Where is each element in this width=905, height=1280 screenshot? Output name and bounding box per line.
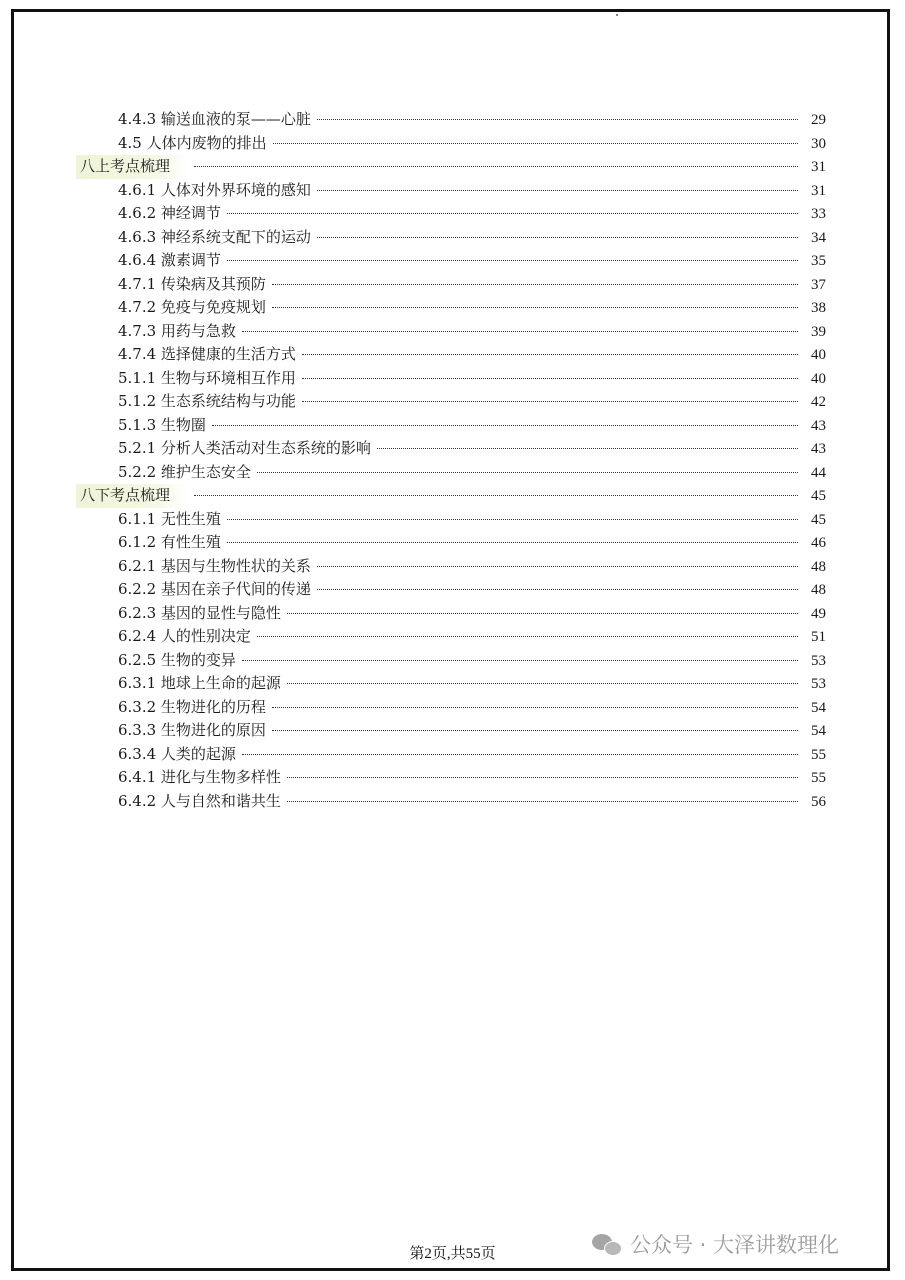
toc-entry-row[interactable] bbox=[78, 555, 826, 579]
table-of-contents bbox=[78, 108, 826, 813]
dot-leader bbox=[194, 494, 798, 496]
toc-page-number: 54 bbox=[811, 723, 826, 739]
toc-entry-label: 6.1.2 有性生殖 bbox=[118, 533, 221, 551]
toc-entry-label: 5.1.3 生物圈 bbox=[118, 415, 206, 434]
toc-section-row[interactable] bbox=[78, 155, 826, 179]
toc-entry-row[interactable] bbox=[78, 790, 826, 814]
toc-entry-row[interactable] bbox=[78, 719, 826, 743]
toc-entry-label: 6.2.2 基因在亲子代间的传递 bbox=[118, 580, 311, 598]
toc-page-number: 40 bbox=[811, 370, 826, 387]
toc-entry-label: 6.3.1 地球上生命的起源 bbox=[118, 674, 281, 692]
toc-entry-label: 4.6.2 神经调节 bbox=[118, 204, 221, 222]
dot-leader bbox=[227, 212, 798, 214]
toc-page-number: 46 bbox=[811, 535, 826, 551]
toc-section-row[interactable] bbox=[78, 484, 826, 508]
toc-entry-row[interactable] bbox=[78, 343, 826, 367]
toc-entry-label: 4.7.1 传染病及其预防 bbox=[118, 274, 266, 293]
toc-entry-row[interactable] bbox=[78, 108, 826, 132]
toc-entry-row[interactable] bbox=[78, 202, 826, 226]
toc-page-number: 29 bbox=[811, 112, 826, 128]
toc-entry-row[interactable] bbox=[78, 625, 826, 649]
toc-page-number: 43 bbox=[811, 441, 826, 457]
toc-entry-label: 4.5 人体内废物的排出 bbox=[118, 133, 267, 152]
dot-leader bbox=[242, 330, 798, 332]
toc-entry-label: 6.3.3 生物进化的原因 bbox=[118, 721, 266, 739]
dot-leader bbox=[287, 800, 798, 802]
dot-leader bbox=[317, 565, 798, 567]
dot-leader bbox=[317, 236, 798, 238]
toc-entry-row[interactable] bbox=[78, 696, 826, 720]
toc-page-number: 40 bbox=[811, 347, 826, 363]
toc-page-number: 45 bbox=[811, 511, 826, 528]
toc-entry-label: 6.3.4 人类的起源 bbox=[118, 744, 236, 763]
toc-page-number: 53 bbox=[811, 652, 826, 669]
toc-page-number: 54 bbox=[811, 699, 826, 716]
toc-entry-row[interactable] bbox=[78, 508, 826, 532]
dot-leader bbox=[287, 682, 798, 684]
toc-entry-row[interactable] bbox=[78, 461, 826, 485]
toc-entry-row[interactable] bbox=[78, 273, 826, 297]
toc-page-number: 30 bbox=[811, 135, 826, 152]
toc-entry-label: 6.2.5 生物的变异 bbox=[118, 650, 236, 669]
toc-entry-row[interactable] bbox=[78, 578, 826, 602]
toc-entry-label: 6.2.1 基因与生物性状的关系 bbox=[118, 556, 311, 575]
dot-leader bbox=[227, 518, 798, 520]
dot-leader bbox=[272, 729, 798, 731]
dot-leader bbox=[302, 400, 798, 402]
dot-leader bbox=[227, 259, 798, 261]
toc-entry-row[interactable] bbox=[78, 437, 826, 461]
toc-entry-row[interactable] bbox=[78, 672, 826, 696]
toc-page-number: 43 bbox=[811, 417, 826, 434]
toc-entry-label: 八下考点梳理 bbox=[76, 484, 188, 508]
toc-entry-label: 6.3.2 生物进化的历程 bbox=[118, 697, 266, 716]
dot-leader bbox=[257, 635, 798, 637]
dot-leader bbox=[317, 118, 798, 120]
toc-entry-label: 6.4.2 人与自然和谐共生 bbox=[118, 791, 281, 810]
toc-page-number: 56 bbox=[811, 793, 826, 810]
toc-page-number: 39 bbox=[811, 323, 826, 340]
toc-entry-label: 4.7.2 免疫与免疫规划 bbox=[118, 298, 266, 316]
dot-leader bbox=[317, 588, 798, 590]
dot-leader bbox=[212, 424, 798, 426]
toc-entry-row[interactable] bbox=[78, 296, 826, 320]
dot-leader bbox=[194, 165, 798, 167]
toc-entry-row[interactable] bbox=[78, 367, 826, 391]
dot-leader bbox=[273, 142, 798, 144]
toc-entry-row[interactable] bbox=[78, 226, 826, 250]
toc-entry-row[interactable] bbox=[78, 743, 826, 767]
dot-leader bbox=[242, 659, 798, 661]
toc-page-number: 33 bbox=[811, 206, 826, 222]
toc-entry-label: 6.4.1 进化与生物多样性 bbox=[118, 768, 281, 786]
toc-page-number: 55 bbox=[811, 770, 826, 786]
toc-entry-label: 4.7.4 选择健康的生活方式 bbox=[118, 345, 296, 363]
toc-page-number: 31 bbox=[811, 159, 826, 175]
dot-leader bbox=[317, 189, 798, 191]
toc-entry-label: 八上考点梳理 bbox=[76, 155, 188, 179]
toc-page-number: 38 bbox=[811, 300, 826, 316]
toc-entry-label: 5.1.2 生态系统结构与功能 bbox=[118, 392, 296, 410]
toc-entry-label: 6.2.3 基因的显性与隐性 bbox=[118, 603, 281, 622]
toc-entry-label: 4.6.3 神经系统支配下的运动 bbox=[118, 227, 311, 246]
toc-page-number: 48 bbox=[811, 582, 826, 598]
toc-page-number: 53 bbox=[811, 676, 826, 692]
toc-entry-row[interactable] bbox=[78, 179, 826, 203]
toc-page-number: 55 bbox=[811, 746, 826, 763]
toc-entry-row[interactable] bbox=[78, 602, 826, 626]
wechat-icon bbox=[592, 1232, 622, 1256]
toc-entry-row[interactable] bbox=[78, 766, 826, 790]
dot-leader bbox=[377, 447, 798, 449]
toc-entry-row[interactable] bbox=[78, 414, 826, 438]
toc-entry-label: 6.1.1 无性生殖 bbox=[118, 509, 221, 528]
dot-leader bbox=[242, 753, 798, 755]
toc-entry-label: 4.6.4 激素调节 bbox=[118, 251, 221, 269]
page-indicator: 第2页,共55页 bbox=[409, 1246, 496, 1262]
toc-entry-label: 5.2.1 分析人类活动对生态系统的影响 bbox=[118, 439, 371, 457]
toc-page-number: 48 bbox=[811, 558, 826, 575]
toc-page-number: 49 bbox=[811, 605, 826, 622]
dot-leader bbox=[272, 706, 798, 708]
dot-leader bbox=[302, 377, 798, 379]
dot-leader bbox=[287, 612, 798, 614]
toc-page-number: 31 bbox=[811, 182, 826, 199]
toc-entry-label: 4.7.3 用药与急救 bbox=[118, 321, 236, 340]
dot-leader bbox=[272, 306, 798, 308]
toc-page-number: 51 bbox=[811, 629, 826, 645]
toc-page-number: 42 bbox=[811, 394, 826, 410]
toc-page-number: 34 bbox=[811, 229, 826, 246]
toc-page-number: 35 bbox=[811, 253, 826, 269]
toc-page-number: 44 bbox=[811, 464, 826, 481]
toc-entry-row[interactable] bbox=[78, 390, 826, 414]
toc-page-number: 45 bbox=[811, 488, 826, 504]
toc-page-number: 37 bbox=[811, 276, 826, 293]
toc-entry-label: 4.6.1 人体对外界环境的感知 bbox=[118, 180, 311, 199]
watermark-text: 公众号 · 大泽讲数理化 bbox=[630, 1233, 840, 1257]
dot-leader bbox=[257, 471, 798, 473]
dot-leader bbox=[302, 353, 798, 355]
watermark bbox=[592, 1229, 839, 1259]
toc-entry-label: 4.4.3 输送血液的泵——心脏 bbox=[118, 110, 311, 128]
dot-leader bbox=[272, 283, 798, 285]
toc-entry-row[interactable] bbox=[78, 320, 826, 344]
toc-entry-label: 5.1.1 生物与环境相互作用 bbox=[118, 368, 296, 387]
toc-entry-label: 5.2.2 维护生态安全 bbox=[118, 462, 251, 481]
toc-entry-row[interactable] bbox=[78, 132, 826, 156]
toc-entry-row[interactable] bbox=[78, 249, 826, 273]
scan-mark bbox=[616, 14, 618, 16]
dot-leader bbox=[227, 541, 798, 543]
dot-leader bbox=[287, 776, 798, 778]
toc-entry-row[interactable] bbox=[78, 531, 826, 555]
toc-entry-label: 6.2.4 人的性别决定 bbox=[118, 627, 251, 645]
toc-entry-row[interactable] bbox=[78, 649, 826, 673]
